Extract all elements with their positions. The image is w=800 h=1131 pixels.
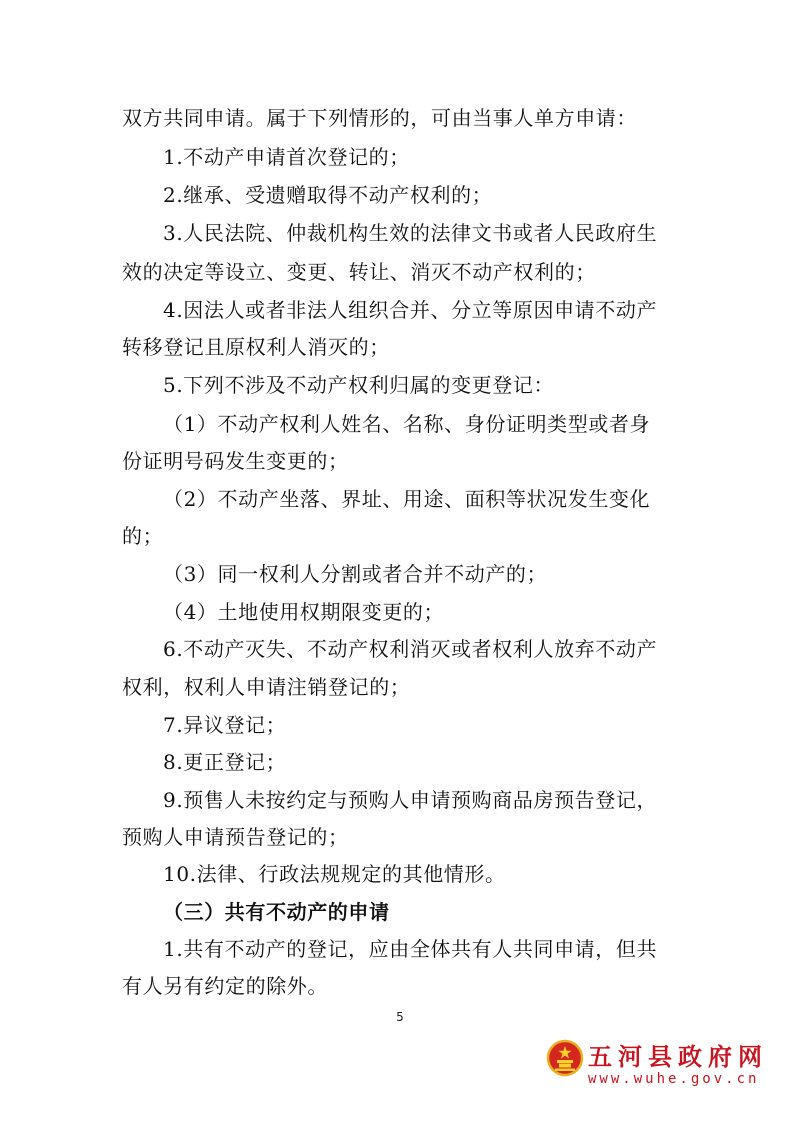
text-line: 3.人民法院、仲裁机构生效的法律文书或者人民政府生 — [163, 221, 658, 245]
site-watermark — [546, 1037, 796, 1107]
text-line: （2）不动产坐落、界址、用途、面积等状况发生变化 — [163, 487, 651, 511]
national-emblem-icon — [546, 1039, 584, 1077]
page-number: 5 — [396, 1010, 404, 1024]
text-line: 预购人申请预告登记的； — [122, 825, 349, 849]
text-line: 的； — [122, 524, 164, 548]
text-line: 转移登记且原权利人消灭的； — [122, 335, 390, 359]
section-heading: （三）共有不动产的申请 — [163, 900, 390, 924]
text-line: 有人另有约定的除外。 — [122, 974, 328, 998]
text-line: 6.不动产灭失、不动产权利消灭或者权利人放弃不动产 — [163, 637, 658, 661]
text-line: 效的决定等设立、变更、转让、消灭不动产权利的； — [122, 260, 596, 284]
text-line: 份证明号码发生变更的； — [122, 449, 349, 473]
text-line: （1）不动产权利人姓名、名称、身份证明类型或者身 — [163, 412, 651, 436]
site-name: 五河县政府网 — [588, 1043, 768, 1071]
text-line: 1.共有不动产的登记，应由全体共有人共同申请，但共 — [163, 937, 658, 961]
text-line: 双方共同申请。属于下列情形的，可由当事人单方申请： — [122, 106, 637, 130]
site-url: www.wuhe.gov.cn — [588, 1071, 760, 1087]
text-line: 4.因法人或者非法人组织合并、分立等原因申请不动产 — [163, 298, 658, 322]
text-line: （4）土地使用权期限变更的； — [163, 600, 445, 624]
text-line: 1.不动产申请首次登记的； — [163, 145, 410, 169]
text-line: 2.继承、受遗赠取得不动产权利的； — [163, 183, 493, 207]
text-line: 9.预售人未按约定与预购人申请预购商品房预告登记， — [163, 788, 658, 812]
text-line: （3）同一权利人分割或者合并不动产的； — [163, 562, 548, 586]
text-line: 权利，权利人申请注销登记的； — [122, 675, 411, 699]
text-line: 10.法律、行政法规规定的其他情形。 — [163, 862, 506, 886]
text-line: 7.异议登记； — [163, 713, 287, 737]
text-line: 5.下列不涉及不动产权利归属的变更登记： — [163, 373, 555, 397]
text-line: 8.更正登记； — [163, 750, 287, 774]
